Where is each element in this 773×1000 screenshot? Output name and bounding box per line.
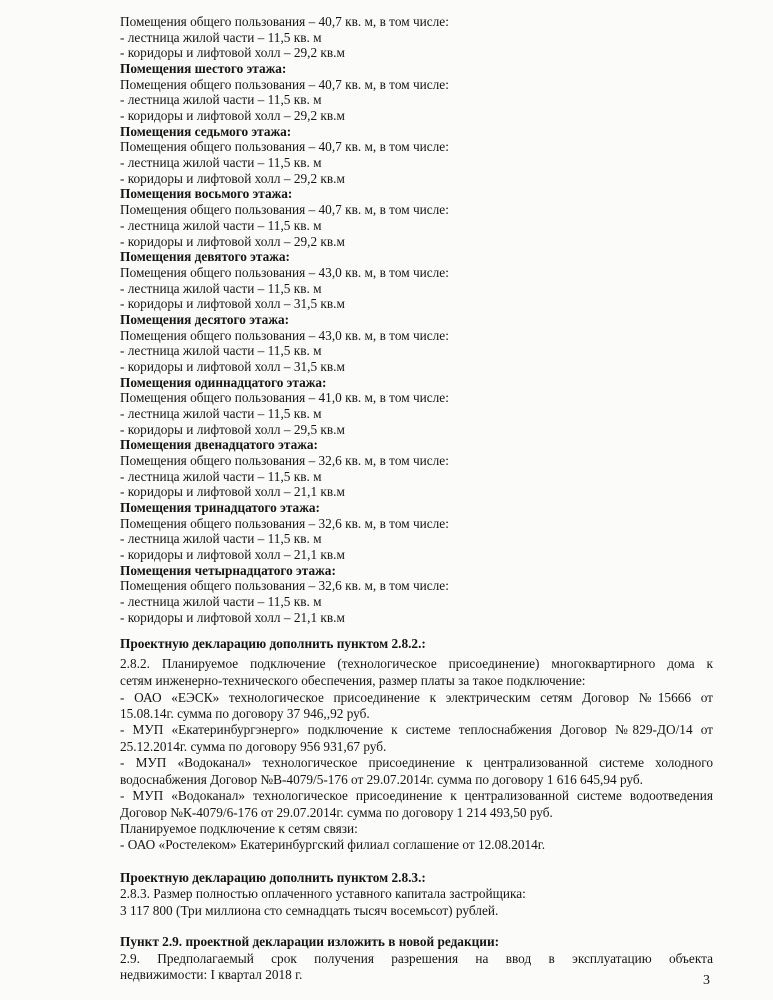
floor-detail-line: - коридоры и лифтовой холл – 21,1 кв.м	[120, 609, 345, 625]
floor-detail-line: Помещения общего пользования – 40,7 кв. м, в том числе:	[120, 139, 449, 155]
paragraph-line: Договор №К-4079/6-176 от 29.07.2014г. сумма по договору 1 214 493,50 руб.	[120, 805, 553, 820]
paragraph-line: сетям инженерно-технического обеспечения, размер платы за такое подключение:	[120, 673, 586, 688]
floor-detail-line: Помещения общего пользования – 32,6 кв. м, в том числе:	[120, 453, 449, 469]
paragraph-line: водоснабжения Договор №В-4079/5-176 от 29.07.2014г. сумма по договору 1 616 645,94 руб.	[120, 772, 643, 787]
paragraph-line: - МУП «Водоканал» технологическое присоединение к централизованной системе холодного	[120, 755, 713, 770]
floor-detail-line: - лестница жилой части – 11,5 кв. м	[120, 29, 322, 45]
floor-detail-line: - коридоры и лифтовой холл – 29,5 кв.м	[120, 421, 345, 437]
floor-heading: Помещения восьмого этажа:	[120, 186, 293, 202]
floor-heading: Помещения четырнадцатого этажа:	[120, 562, 336, 578]
floor-detail-line: - коридоры и лифтовой холл – 21,1 кв.м	[120, 547, 345, 563]
floor-detail-line: Помещения общего пользования – 43,0 кв. м, в том числе:	[120, 264, 449, 280]
floor-heading: Помещения девятого этажа:	[120, 249, 290, 265]
floor-heading: Помещения одиннадцатого этажа:	[120, 374, 327, 390]
floor-detail-line: - лестница жилой части – 11,5 кв. м	[120, 531, 322, 547]
paragraph-line: 2.9. Предполагаемый срок получения разрешения на ввод в эксплуатацию объекта	[120, 951, 713, 966]
floor-detail-line: - лестница жилой части – 11,5 кв. м	[120, 594, 322, 610]
floor-detail-line: Помещения общего пользования – 40,7 кв. м, в том числе:	[120, 202, 449, 218]
floor-detail-line: - коридоры и лифтовой холл – 29,2 кв.м	[120, 108, 345, 124]
floor-detail-line: Помещения общего пользования – 43,0 кв. м, в том числе:	[120, 327, 449, 343]
paragraph-line: - ОАО «Ростелеком» Екатеринбургский филиал соглашение от 12.08.2014г.	[120, 837, 546, 852]
paragraph-line: недвижимости: I квартал 2018 г.	[120, 967, 303, 982]
floor-detail-line: - лестница жилой части – 11,5 кв. м	[120, 217, 322, 233]
floor-heading: Помещения шестого этажа:	[120, 61, 287, 77]
floor-heading: Помещения седьмого этажа:	[120, 123, 292, 139]
paragraph-line: 25.12.2014г. сумма по договору 956 931,67 руб.	[120, 739, 387, 754]
floor-detail-line: - лестница жилой части – 11,5 кв. м	[120, 468, 322, 484]
floor-detail-line: - лестница жилой части – 11,5 кв. м	[120, 155, 322, 171]
paragraph-line: Планируемое подключение к сетям связи:	[120, 821, 358, 836]
floor-detail-line: Помещения общего пользования – 32,6 кв. м, в том числе:	[120, 515, 449, 531]
section-heading: Проектную декларацию дополнить пунктом 2.8.3.:	[120, 870, 426, 885]
paragraph-line: 2.8.2. Планируемое подключение (технологическое присоединение) многоквартирного дома к	[120, 656, 713, 671]
floor-heading: Помещения десятого этажа:	[120, 311, 290, 327]
paragraph-line: - МУП «Водоканал» технологическое присоединение к централизованной системе водоотведения	[120, 788, 713, 803]
paragraph-line: 2.8.3. Размер полностью оплаченного уставного капитала застройщика:	[120, 886, 526, 901]
floor-detail-line: Помещения общего пользования – 41,0 кв. м, в том числе:	[120, 390, 449, 406]
floor-heading: Помещения двенадцатого этажа:	[120, 437, 318, 453]
page-number: 3	[703, 973, 710, 988]
floor-detail-line: Помещения общего пользования – 40,7 кв. м, в том числе:	[120, 14, 449, 29]
floor-detail-line: - лестница жилой части – 11,5 кв. м	[120, 343, 322, 359]
floor-detail-line: Помещения общего пользования – 40,7 кв. м, в том числе:	[120, 76, 449, 92]
paragraph-line: - ОАО «ЕЭСК» технологическое присоединение к электрическим сетям Договор №15666 от	[120, 690, 713, 705]
floor-detail-line: - лестница жилой части – 11,5 кв. м	[120, 92, 322, 108]
paragraph-line: - МУП «Екатеринбургэнерго» подключение к системе теплоснабжения Договор №829-ДО/14 от	[120, 722, 713, 737]
floor-detail-line: - коридоры и лифтовой холл – 29,2 кв.м	[120, 233, 345, 249]
floor-detail-line: - коридоры и лифтовой холл – 21,1 кв.м	[120, 484, 345, 500]
floor-detail-line: - лестница жилой части – 11,5 кв. м	[120, 280, 322, 296]
floor-heading: Помещения тринадцатого этажа:	[120, 500, 320, 516]
floor-detail-line: Помещения общего пользования – 32,6 кв. м, в том числе:	[120, 578, 449, 594]
section-heading: Пункт 2.9. проектной декларации изложить в новой редакции:	[120, 934, 500, 949]
floor-detail-line: - лестница жилой части – 11,5 кв. м	[120, 406, 322, 421]
paragraph-line: 15.08.14г. сумма по договору 37 946,,92 руб.	[120, 706, 370, 721]
section-heading: Проектную декларацию дополнить пунктом 2.8.2.:	[120, 636, 426, 651]
paragraph-line: 3 117 800 (Три миллиона сто семнадцать тысяч восемьсот) рублей.	[120, 903, 499, 918]
floor-detail-line: - коридоры и лифтовой холл – 29,2 кв.м	[120, 45, 345, 61]
floor-detail-line: - коридоры и лифтовой холл – 31,5 кв.м	[120, 358, 345, 374]
floor-detail-line: - коридоры и лифтовой холл – 29,2 кв.м	[120, 170, 345, 186]
floor-detail-line: - коридоры и лифтовой холл – 31,5 кв.м	[120, 296, 345, 312]
